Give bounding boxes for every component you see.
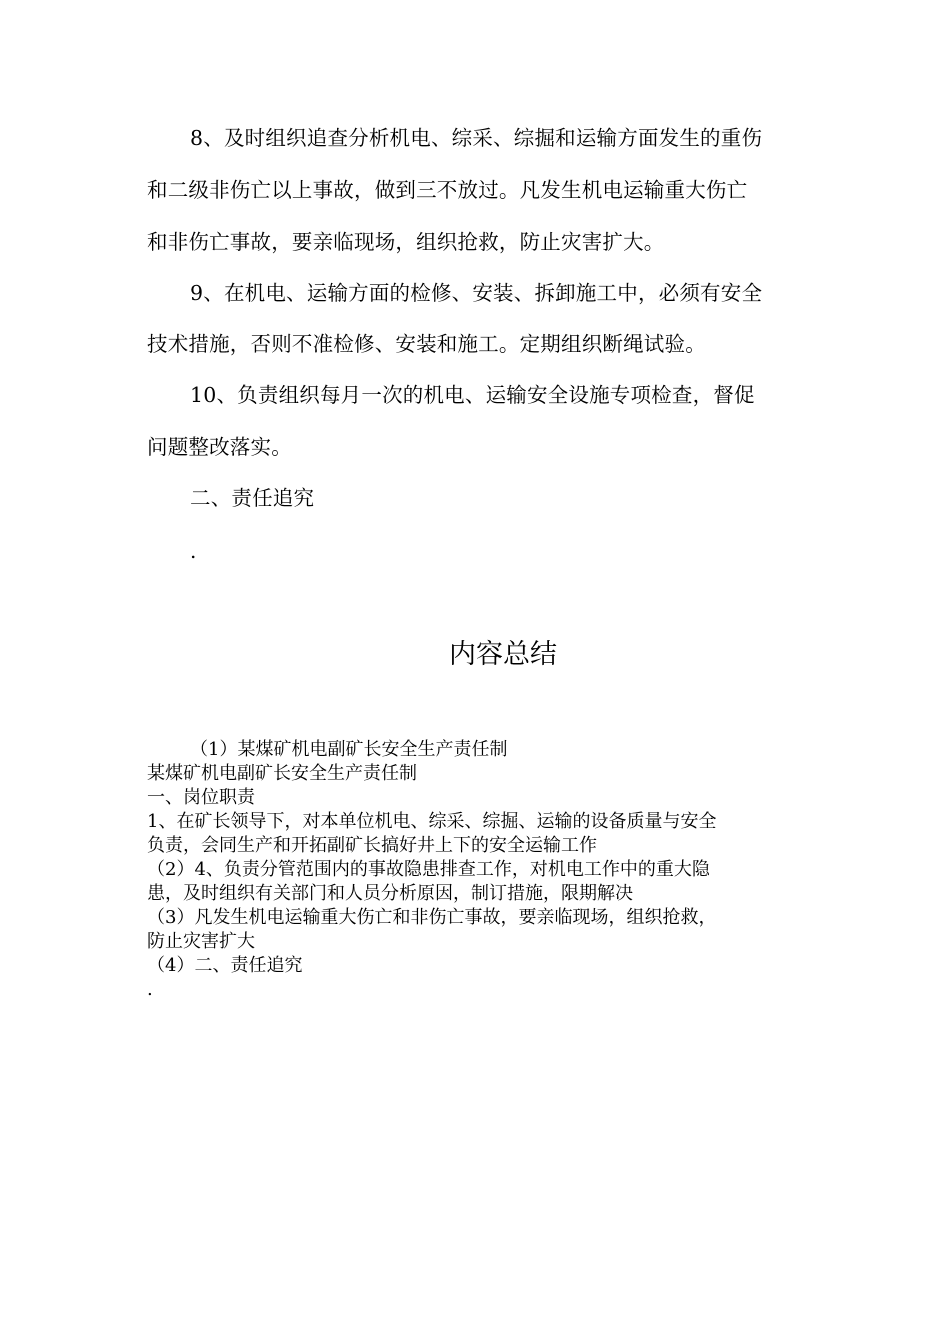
trailing-dot: . [190,539,197,563]
summary-line: 一、岗位职责 [147,787,255,808]
item9-line2: 技术措施，否则不准检修、安装和施工。定期组织断绳试验。 [147,332,706,356]
item10-line2: 问题整改落实。 [147,435,292,459]
item10-line1: 10、负责组织每月一次的机电、运输安全设施专项检查，督促 [190,383,755,407]
summary-line: （3）凡发生机电运输重大伤亡和非伤亡事故，要亲临现场，组织抢救， [147,907,717,928]
summary-line: 负责，会同生产和开拓副矿长搞好井上下的安全运输工作 [147,835,597,856]
item8-line2: 和二级非伤亡以上事故，做到三不放过。凡发生机电运输重大伤亡 [147,178,748,202]
item8-line3: 和非伤亡事故，要亲临现场，组织抢救，防止灾害扩大。 [147,230,665,254]
summary-line: （4）二、责任追究 [147,955,303,976]
item9-line1: 9、在机电、运输方面的检修、安装、拆卸施工中，必须有安全 [190,281,763,305]
section-heading-responsibility: 二、责任追究 [190,486,315,510]
summary-line: 防止灾害扩大 [147,931,255,952]
summary-line: 患，及时组织有关部门和人员分析原因，制订措施，限期解决 [147,883,633,904]
summary-trailing-dot: . [147,979,153,1000]
summary-line: 1、在矿长领导下，对本单位机电、综采、综掘、运输的设备质量与安全 [147,811,717,832]
summary-line: 某煤矿机电副矿长安全生产责任制 [147,763,417,784]
summary-line: （2）4、负责分管范围内的事故隐患排查工作，对机电工作中的重大隐 [147,859,710,880]
summary-title: 内容总结 [449,639,557,670]
summary-line: （1）某煤矿机电副矿长安全生产责任制 [190,739,508,760]
item8-line1: 8、及时组织追查分析机电、综采、综掘和运输方面发生的重伤 [190,126,763,150]
